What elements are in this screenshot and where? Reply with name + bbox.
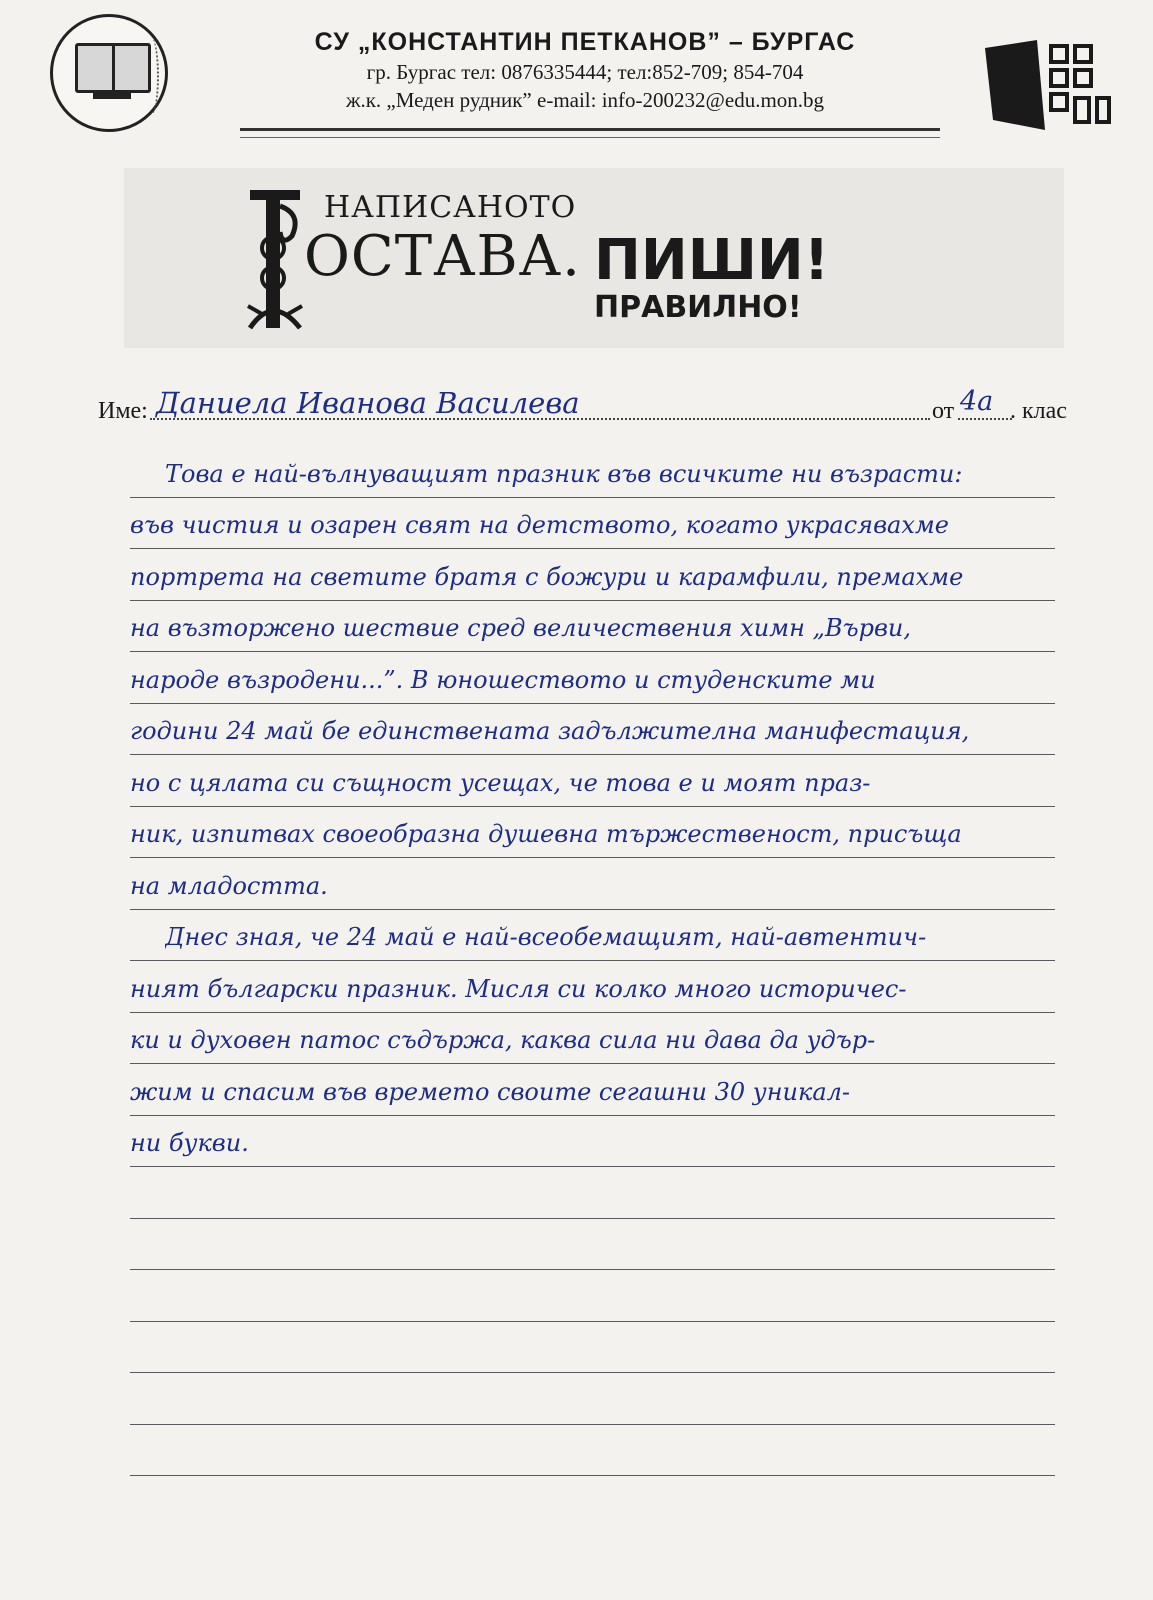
banner-slogan-big: ПИШИ! xyxy=(594,228,830,293)
essay-line: на младостта. xyxy=(130,872,328,900)
essay-line: жим и спасим във времето своите сегашни 30 уникал- xyxy=(130,1078,851,1106)
essay-line: Днес зная, че 24 май е най-всеобемащият, най-автентич- xyxy=(165,923,927,951)
essay-line: на възторжено шествие сред величествения химн „Върви, xyxy=(130,614,911,642)
ruled-line xyxy=(130,1475,1055,1476)
banner-line-top: НАПИСАНОТО xyxy=(324,190,577,225)
school-logo-icon xyxy=(50,14,168,132)
class-value: 4а xyxy=(960,386,994,417)
class-suffix: . клас xyxy=(1010,398,1067,424)
school-name: СУ „КОНСТАНТИН ПЕТКАНОВ” – БУРГАС xyxy=(314,28,856,56)
logo-ring xyxy=(143,37,159,115)
essay-line: ник, изпитвах своеобразна душевна тържественост, присъща xyxy=(130,820,962,848)
essay-line: години 24 май бе единствената задължителна манифестация, xyxy=(130,717,970,745)
name-label: Име: xyxy=(98,398,148,424)
banner-slogan-small: ПРАВИЛНО! xyxy=(594,290,802,325)
ruled-line xyxy=(130,1269,1055,1270)
ruled-line xyxy=(130,1424,1055,1425)
ruled-line xyxy=(130,1218,1055,1219)
student-info-row xyxy=(98,386,1098,426)
header-divider xyxy=(240,128,940,138)
banner-line-mid: ОСТАВА. xyxy=(304,224,581,289)
essay-line: ни букви. xyxy=(130,1129,249,1157)
ruled-line xyxy=(130,1372,1055,1373)
student-name: Даниела Иванова Василева xyxy=(156,386,580,420)
essay-line: народе възродени...”. В юношеството и студенските ми xyxy=(130,666,876,694)
class-dotted-line xyxy=(958,418,1012,420)
school-contacts: гр. Бургас тел: 0876335444; тел:852-709; 854-704 xyxy=(366,60,804,84)
book-monitor-logo-icon xyxy=(75,43,151,93)
school-emblem-icon xyxy=(985,40,1115,132)
ruled-line xyxy=(130,1321,1055,1322)
monitor-stand xyxy=(93,93,131,99)
essay-line: Това е най-вълнуващият празник във всичките ни възрасти: xyxy=(165,460,963,488)
school-address: ж.к. „Меден рудник” e-mail: info-200232@edu.mon.bg xyxy=(345,88,825,112)
essay-line: портрета на светите братя с божури и карамфили, премахме xyxy=(130,563,964,591)
essay-line: ки и духовен патос съдържа, каква сила ни дава да удър- xyxy=(130,1026,876,1054)
class-prefix: от xyxy=(932,398,955,424)
slogan-banner xyxy=(124,168,1064,348)
essay-line: във чистия и озарен свят на детството, когато украсявахме xyxy=(130,511,949,539)
essay-line: ният български празник. Мисля си колко много историчес- xyxy=(130,975,907,1003)
essay-line: но с цялата си същност усещах, че това е и моят праз- xyxy=(130,769,871,797)
ornamental-initial-icon xyxy=(244,186,306,332)
